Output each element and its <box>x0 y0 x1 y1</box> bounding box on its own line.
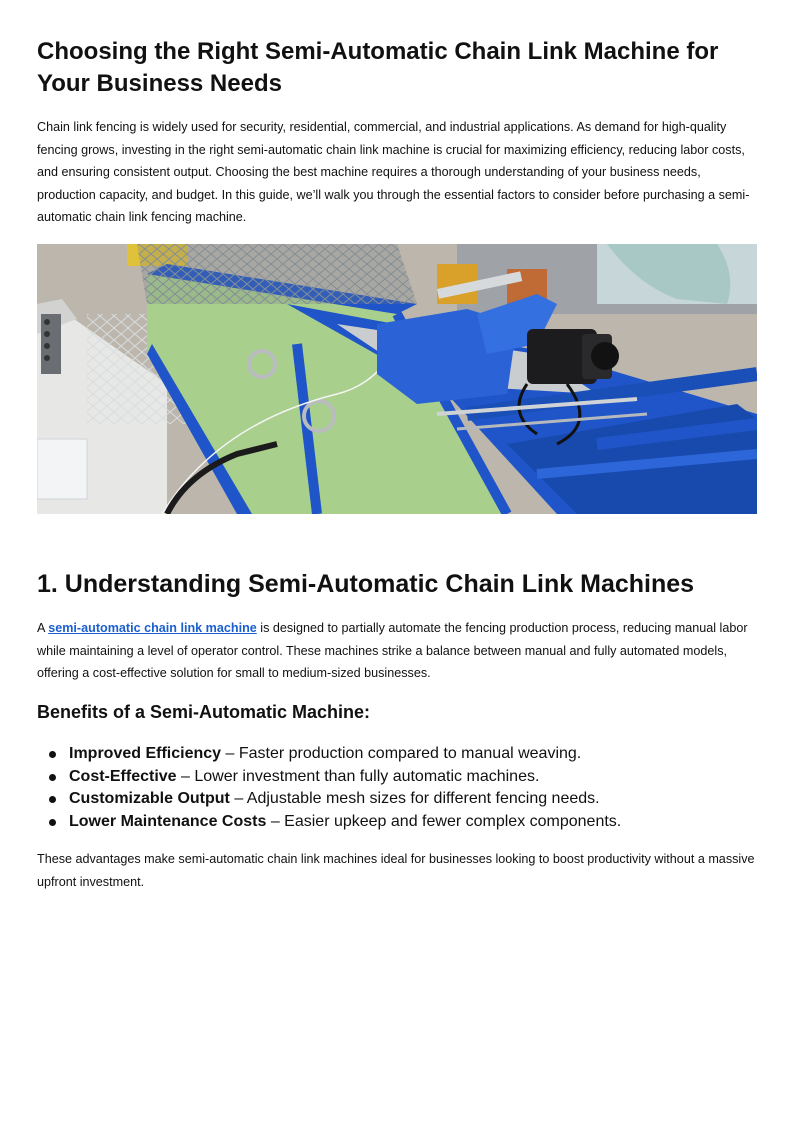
machine-illustration <box>37 244 757 514</box>
intro-paragraph: Chain link fencing is widely used for security, residential, commercial, and industrial applications. As demand for high-quality fencing grows, investing in the right semi-automatic chain link machine is crucial for maximizing efficiency, reducing labor costs, and ensuring consistent output. Choosing the best machine requires a thorough understanding of your business needs, production capacity, and budget. In this guide, we’ll walk you through the essential factors to consider before purchasing a semi-automatic chain link fencing machine. <box>37 120 750 224</box>
benefit-desc: – Faster production compared to manual weaving. <box>221 745 582 762</box>
section-paragraph <box>37 617 757 685</box>
bullet-icon <box>49 819 56 826</box>
machine-photo <box>37 244 757 514</box>
benefit-term: Lower Maintenance Costs <box>69 812 267 830</box>
para-suffix: is designed to partially automate the fencing production process, reducing manual labor while maintaining a level of operator control. These machines strike a balance between manual and fully automated models, offering a cost-effective solution for small to medium-sized businesses. <box>37 621 748 680</box>
section-heading: 1. Understanding Semi-Automatic Chain Link Machines <box>37 570 695 598</box>
benefit-term: Cost-Effective <box>69 767 177 785</box>
page-title: Choosing the Right Semi-Automatic Chain Link Machine for Your Business Needs <box>37 38 719 97</box>
bullet-icon <box>49 774 56 781</box>
list-item <box>37 766 757 789</box>
list-item <box>37 811 757 834</box>
closing-paragraph: These advantages make semi-automatic chain link machines ideal for businesses looking to boost productivity without a massive upfront investment. <box>37 852 755 889</box>
benefit-term: Customizable Output <box>69 790 230 807</box>
benefit-desc: – Lower investment than fully automatic machines. <box>176 767 540 785</box>
benefits-list <box>37 743 757 833</box>
benefit-term: Improved Efficiency <box>69 745 222 762</box>
benefits-heading: Benefits of a Semi-Automatic Machine: <box>37 702 371 722</box>
bullet-icon <box>49 751 56 758</box>
benefit-desc: – Adjustable mesh sizes for different fencing needs. <box>229 790 600 807</box>
machine-link[interactable]: semi-automatic chain link machine <box>48 621 257 635</box>
list-item <box>37 743 757 766</box>
para-prefix: A <box>37 621 49 635</box>
bullet-icon <box>49 796 56 803</box>
benefit-desc: – Easier upkeep and fewer complex components. <box>266 812 622 830</box>
list-item <box>37 788 757 811</box>
